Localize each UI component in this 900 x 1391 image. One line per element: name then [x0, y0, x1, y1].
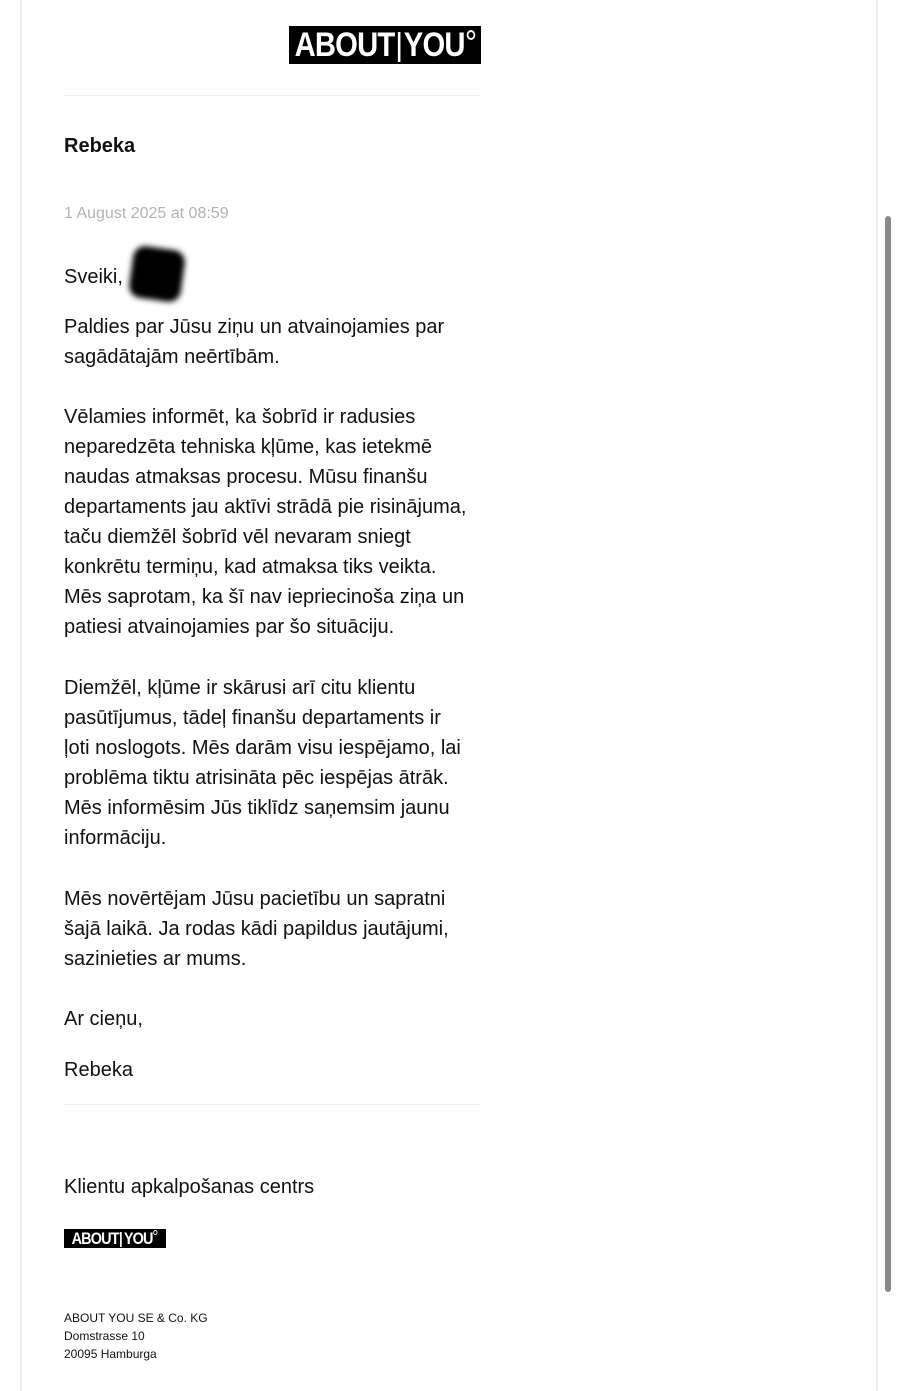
- closing: Ar cieņu,: [64, 1008, 143, 1030]
- address-company: ABOUT YOU SE & Co. KG: [64, 1311, 208, 1325]
- about-you-logo: [289, 26, 481, 64]
- header-divider: [64, 95, 480, 96]
- address-street: Domstrasse 10: [64, 1329, 145, 1343]
- logo-word-you: YOU: [404, 25, 465, 64]
- footer-registered-mark-icon: [154, 1230, 158, 1235]
- registered-mark-icon: [467, 30, 476, 40]
- paragraph-4: Mēs novērtējam Jūsu pacietību un sapratni šajā laikā. Ja rodas kādi papildus jautājumi, sazinieties ar mums.: [64, 888, 449, 970]
- message-timestamp: 1 August 2025 at 08:59: [64, 205, 229, 222]
- greeting: [64, 254, 183, 300]
- sender-name: Rebeka: [64, 135, 136, 157]
- footer-logo-divider: [121, 1232, 123, 1247]
- about-you-footer-logo: [64, 1229, 166, 1248]
- scrollbar-thumb[interactable]: [885, 216, 891, 1292]
- company-address: [64, 1309, 208, 1363]
- paragraph-1: Paldies par Jūsu ziņu un atvainojamies par sagādātajām neērtībām.: [64, 316, 445, 368]
- logo-divider: [398, 32, 401, 62]
- footer-logo-word-about: ABOUT: [71, 1228, 120, 1248]
- paragraph-3: Diemžēl, kļūme ir skārusi arī citu klientu pasūtījumus, tādeļ finanšu departaments ir ļoti noslogots. Mēs darām visu iespējamo, lai problēma tiktu atrisināta pēc iespējas ātrāk. Mēs informēsim Jūs tiklīdz saņemsim jaunu informāciju.: [64, 677, 461, 849]
- logo-word-about: ABOUT: [294, 25, 395, 64]
- paragraph-2: Vēlamies informēt, ka šobrīd ir radusies neparedzēta tehniska kļūme, kas ietekmē naudas atmaksas procesu. Mūsu finanšu departaments jau aktīvi strādā pie risinājuma, taču diemžēl šobrīd vēl nevaram sniegt konkrētu termiņu, kad atmaksa tiks veikta. Mēs saprotam, ka šī nav iepriecinoša ziņa un patiesi atvainojamies par šo situāciju.: [64, 406, 467, 638]
- footer-divider: [64, 1104, 480, 1105]
- customer-service-title: Klientu apkalpošanas centrs: [64, 1176, 315, 1198]
- redacted-name: [128, 245, 187, 304]
- signature: Rebeka: [64, 1059, 133, 1081]
- footer-logo-word-you: YOU: [124, 1228, 153, 1248]
- address-city: 20095 Hamburga: [64, 1347, 157, 1361]
- greeting-text: Sveiki,: [64, 265, 123, 288]
